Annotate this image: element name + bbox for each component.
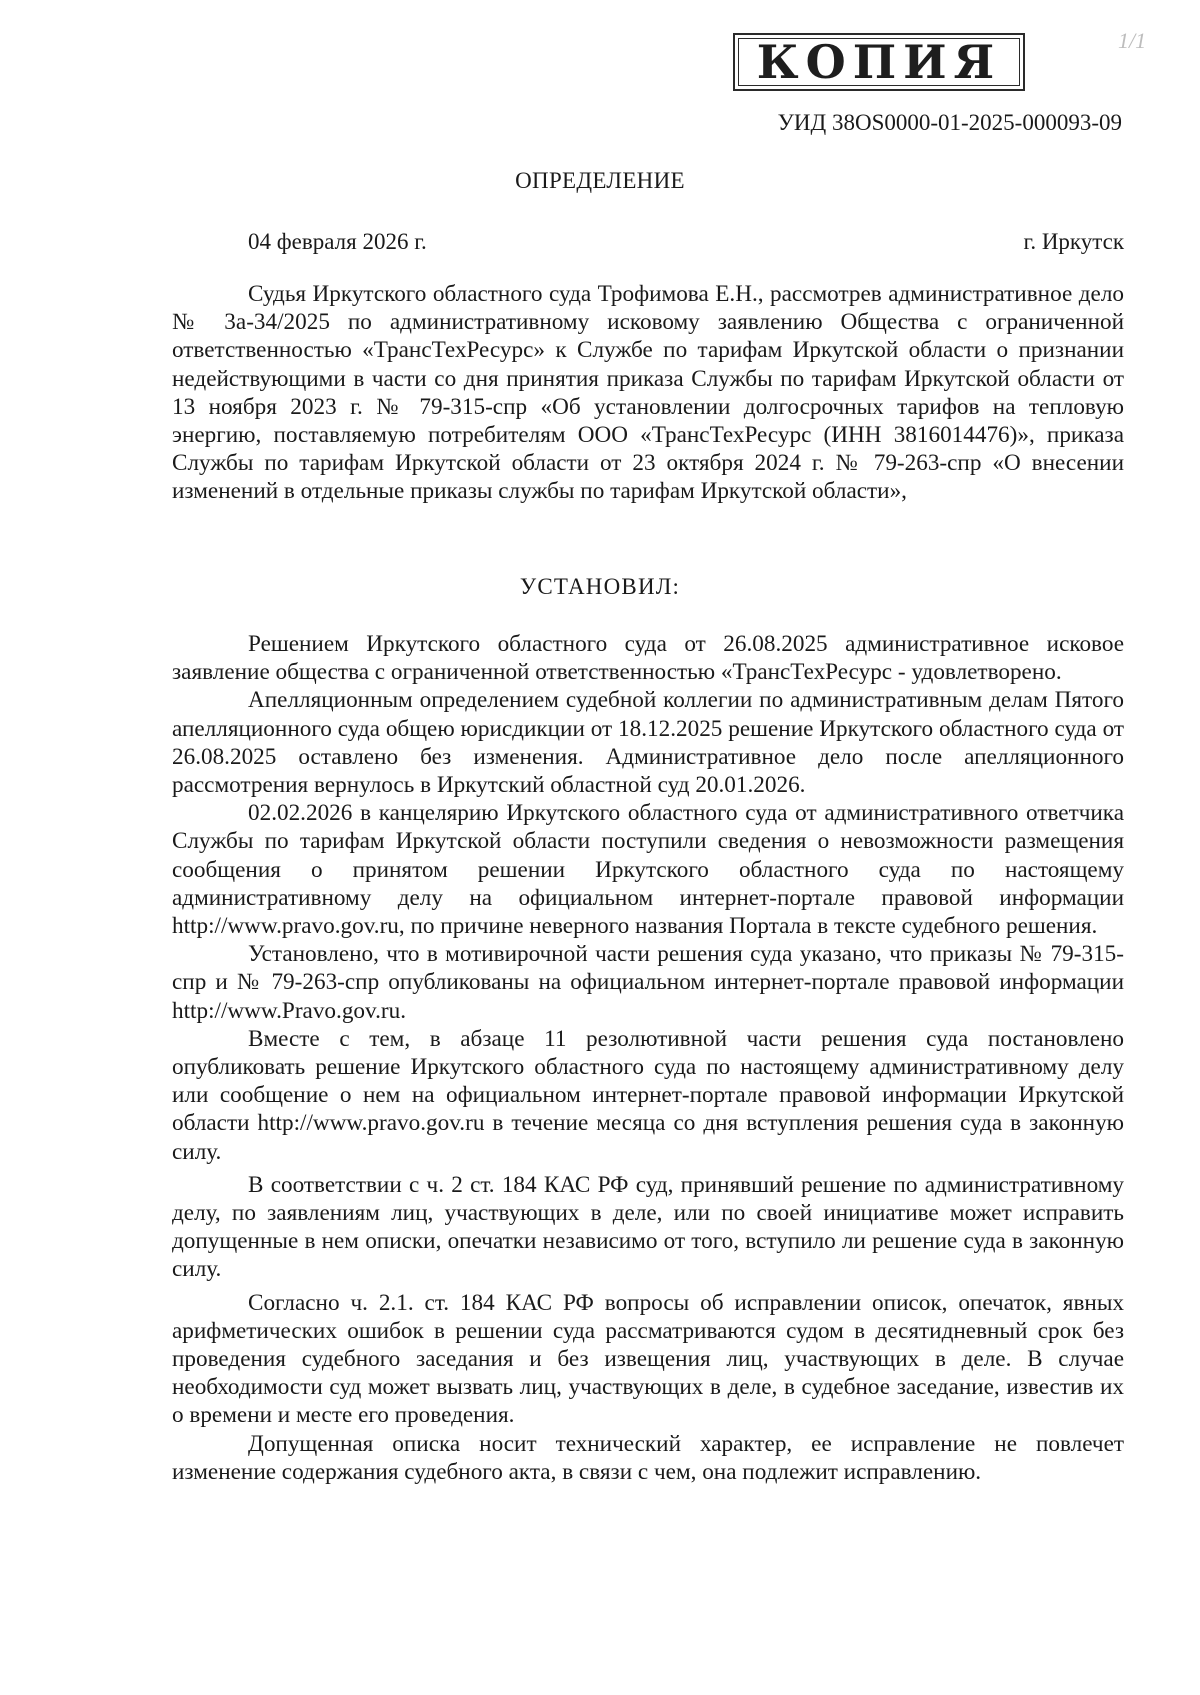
document-title: ОПРЕДЕЛЕНИЕ (515, 168, 685, 193)
paragraph-law-184-2: В соответствии с ч. 2 ст. 184 КАС РФ суд, принявший решение по административному делу, по заявлениям лиц, участвующих в деле, или по своей инициативе может исправить допущенные в нем описки, опечатки независимо от того, вступило ли решение суда в законную силу. (172, 1171, 1124, 1283)
corner-mark: 1/1 (1118, 28, 1147, 53)
document-date: 04 февраля 2026 г. (248, 229, 427, 254)
paragraph-conclusion: Допущенная описка носит технический характер, ее исправление не повлечет изменение содержания судебного акта, в связи с чем, она подлежит исправлению. (172, 1430, 1124, 1485)
paragraph-resolution: Вместе с тем, в абзаце 11 резолютивной части решения суда постановлено опубликовать решение Иркутского областного суда по настоящему административному делу или сообщение о нем на официальном интернет-портале правовой информации Иркутской области http://www.pravo.gov.ru в течение месяца со дня вступления решения суда в законную силу. (172, 1025, 1124, 1165)
paragraph-decision: Решением Иркутского областного суда от 26.08.2025 административное исковое заявление общества с ограниченной ответственностью «ТрансТехРесурс - удовлетворено. (172, 631, 1124, 686)
case-uid: УИД 38OS0000-01-2025-000093-09 (777, 110, 1122, 135)
paragraph-law-184-2-1: Согласно ч. 2.1. ст. 184 КАС РФ вопросы об исправлении описок, опечаток, явных арифметических ошибок в решении суда рассматриваются судом в десятидневный срок без проведения судебного заседания и без извещения лиц, участвующих в деле. В случае необходимости суд может вызвать лиц, участвующих в деле, в судебное заседание, известив их о времени и месте его проведения. (172, 1289, 1124, 1429)
preamble-paragraph: Судья Иркутского областного суда Трофимова Е.Н., рассмотрев административное дело № 3а-34/2025 по административному исковому заявлению Общества с ограниченной ответственностью «ТрансТехРесурс» к Службе по тарифам Иркутской области о признании недействующими в части со дня принятия приказа Службы по тарифам Иркутской области от 13 ноября 2023 г. № 79-315-спр «Об установлении долгосрочных тарифов на тепловую энергию, поставляемую потребителям ООО «ТрансТехРесурс (ИНН 3816014476)», приказа Службы по тарифам Иркутской области от 23 октября 2024 г. № 79-263-спр «О внесении изменений в отдельные приказы службы по тарифам Иркутской области», (172, 281, 1124, 505)
main-text-block (172, 630, 1124, 1486)
copy-stamp-text: КОПИЯ (738, 38, 1020, 86)
preamble-block (172, 280, 1124, 506)
paragraph-notice: 02.02.2026 в канцелярию Иркутского областного суда от административного ответчика Службы по тарифам Иркутской области поступили сведения о невозможности размещения сообщения о принятом решении Иркутского областного суда по настоящему административному делу на официальном интернет-портале правовой информации http://www.pravo.gov.ru, по причине неверного названия Портала в тексте судебного решения. (172, 800, 1124, 940)
document-city: г. Иркутск (1023, 229, 1124, 254)
section-heading: УСТАНОВИЛ: (519, 574, 681, 599)
copy-stamp (733, 33, 1025, 91)
paragraph-appeal: Апелляционным определением судебной коллегии по административным делам Пятого апелляционного суда общею юрисдикции от 18.12.2025 решение Иркутского областного суда от 26.08.2025 оставлено без изменения. Административное дело после апелляционного рассмотрения вернулось в Иркутский областной суд 20.01.2026. (172, 687, 1124, 799)
paragraph-established: Установлено, что в мотивирочной части решения суда указано, что приказы № 79-315-спр и № 79-263-спр опубликованы на официальном интернет-портале правовой информации http://www.Pravo.gov.ru. (172, 941, 1124, 1024)
